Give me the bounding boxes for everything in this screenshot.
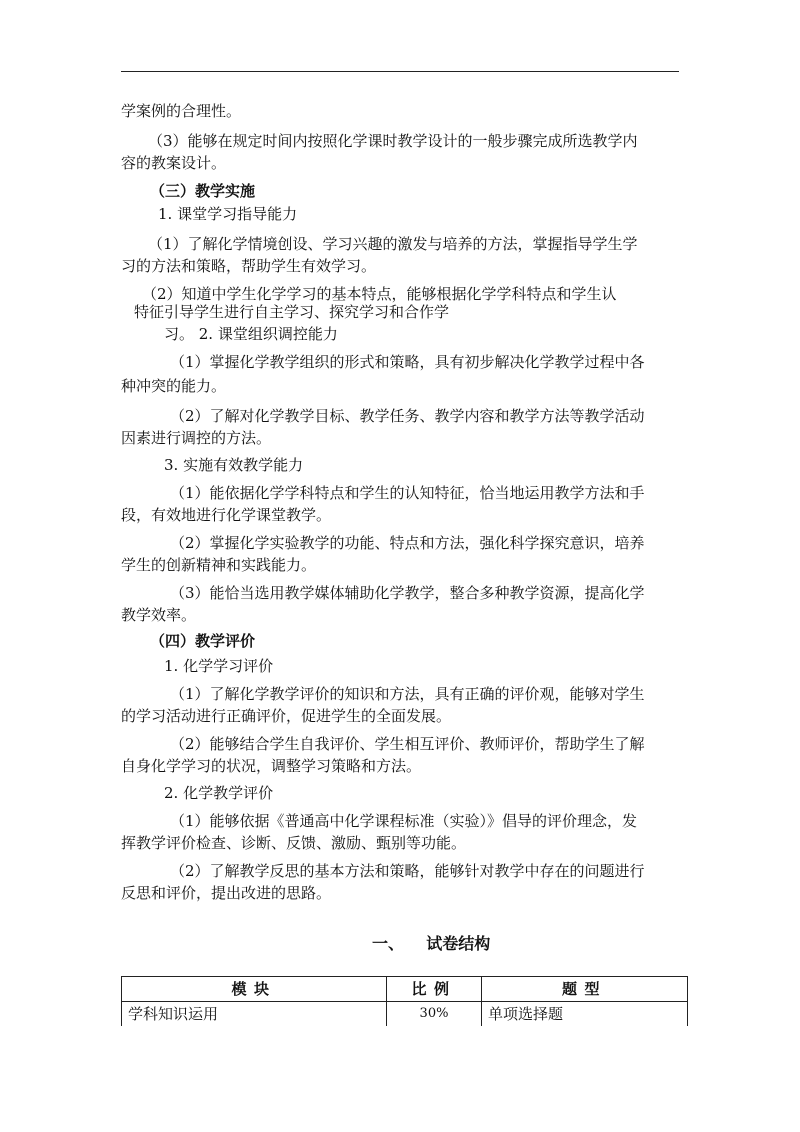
text-line: 容的教案设计。 xyxy=(121,154,227,172)
subheading: 3. 实施有效教学能力 xyxy=(164,456,304,474)
section-heading: （四）教学评价 xyxy=(150,632,256,650)
text-line: 种冲突的能力。 xyxy=(121,377,227,395)
subheading: 2. 化学教学评价 xyxy=(164,784,274,802)
cell-ratio: 30% xyxy=(387,1002,482,1027)
text-line: （2）了解对化学教学目标、教学任务、教学内容和教学方法等教学活动 xyxy=(170,407,645,425)
cell-question-type: 单项选择题 xyxy=(482,1002,688,1027)
text-line: 自身化学学习的状况，调整学习策略和方法。 xyxy=(121,757,422,775)
text-line: 段，有效地进行化学课堂教学。 xyxy=(121,506,332,524)
section-title: 一、 试卷结构 xyxy=(372,934,491,953)
text-line: （3）能恰当选用教学媒体辅助化学教学，整合多种教学资源，提高化学 xyxy=(170,584,645,602)
text-line: 反思和评价，提出改进的思路。 xyxy=(121,884,332,902)
text-line: （1）了解化学教学评价的知识和方法，具有正确的评价观，能够对学生 xyxy=(170,685,645,703)
text-line: 学生的创新精神和实践能力。 xyxy=(121,556,317,574)
text-line: （2）掌握化学实验教学的功能、特点和方法，强化科学探究意识，培养 xyxy=(170,534,645,552)
subheading: 1. 化学学习评价 xyxy=(164,657,274,675)
text-line: （2）知道中学生化学学习的基本特点，能够根据化学学科特点和学生认 xyxy=(142,285,617,303)
text-line: 挥教学评价检查、诊断、反馈、激励、甄别等功能。 xyxy=(121,834,467,852)
text-line: 学案例的合理性。 xyxy=(121,102,242,120)
text-line: 教学效率。 xyxy=(121,606,197,624)
text-line: （1）了解化学情境创设、学习兴趣的激发与培养的方法，掌握指导学生学 xyxy=(148,235,638,253)
text-line: （2）了解教学反思的基本方法和策略，能够针对教学中存在的问题进行 xyxy=(170,862,645,880)
header-rule xyxy=(121,71,679,72)
text-line: （3）能够在规定时间内按照化学课时教学设计的一般步骤完成所选教学内 xyxy=(148,132,638,150)
text-line: 特征引导学生进行自主学习、探究学习和合作学 xyxy=(134,303,450,321)
subheading: 1. 课堂学习指导能力 xyxy=(158,205,298,223)
table-header-row xyxy=(122,977,688,1002)
text-line: 的学习活动进行正确评价，促进学生的全面发展。 xyxy=(121,707,452,725)
text-line: 习的方法和策略，帮助学生有效学习。 xyxy=(121,257,377,275)
text-line: （1）掌握化学教学组织的形式和策略，具有初步解决化学教学过程中各 xyxy=(170,353,645,371)
cell-module: 学科知识运用 xyxy=(122,1002,387,1027)
section-heading: （三）教学实施 xyxy=(150,182,256,200)
table-row xyxy=(122,1002,688,1027)
page-cutoff xyxy=(0,1026,800,1132)
text-line: 因素进行调控的方法。 xyxy=(121,429,272,447)
text-line: 习。 2. 课堂组织调控能力 xyxy=(164,325,338,343)
text-line: （2）能够结合学生自我评价、学生相互评价、教师评价，帮助学生了解 xyxy=(170,735,645,753)
text-line: （1）能够依据《普通高中化学课程标准（实验）》倡导的评价理念，发 xyxy=(170,812,638,830)
column-header-question-type: 题型 xyxy=(482,977,688,1002)
column-header-module: 模块 xyxy=(122,977,387,1002)
text-line: （1）能依据化学学科特点和学生的认知特征，恰当地运用教学方法和手 xyxy=(170,484,645,502)
column-header-ratio: 比例 xyxy=(387,977,482,1002)
